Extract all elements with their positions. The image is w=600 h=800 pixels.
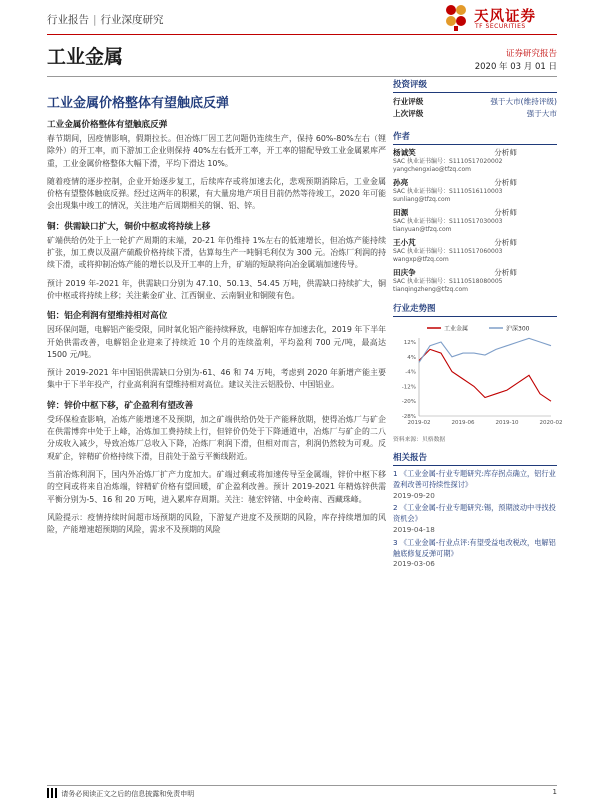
paragraph-1: 春节期间，因疫情影响，假期拉长。但冶炼厂因工艺问题仍连续生产，保持 60%-80%左右（锂除外）的开工率，而下游加工企业则保持 40%左右低开工率，开工率的错配导致工业金属累库严重，工业金属价格整体大幅下滑，平均下滑达 10%。	[47, 134, 386, 168]
page-header	[47, 0, 557, 34]
author-sac: SAC 执业证书编号：S1110516110003	[393, 188, 503, 195]
logo-mark-icon	[442, 3, 470, 31]
author-name: 杨诚笑	[393, 148, 416, 157]
report-meta	[475, 48, 557, 74]
related-report-date: 2019-03-06	[393, 559, 435, 569]
related-report[interactable]	[393, 503, 557, 535]
rating-title: 投资评级	[393, 78, 557, 93]
x-tick-label: 2019-02	[407, 420, 431, 426]
author-email[interactable]: sunliang@tfzq.com	[393, 196, 451, 203]
paragraph-4: 预计 2019 年-2021 年，供需缺口分别为 47.10、50.13、54.45 万吨，供需缺口持续扩大，铜价中枢或将持续上移；关注紫金矿业、江西铜业、云南铜业和铜陵有色。	[47, 278, 386, 300]
related-report-text[interactable]: 1 《工业金属-行业专题研究:库存拐点确立，铝行业盈利改善可持续性探讨》	[393, 469, 556, 489]
prev-rating-label: 上次评级	[393, 109, 424, 118]
legend-label: 工业金属	[444, 325, 469, 333]
logo-cn: 天风证券	[474, 9, 536, 25]
footer-disclaimer[interactable]: 请务必阅读正文之后的信息披露和免责申明	[61, 790, 195, 798]
risk-warning: 风险提示：疫情持续时间超市场预期的风险，下游复产进度不及预期的风险，库存持续增加的风险，产能增速超预期的风险，需求不及预期的风险	[47, 512, 386, 535]
x-tick-label: 2020-02	[539, 420, 563, 426]
related-report[interactable]	[393, 538, 557, 570]
author-entry	[393, 148, 557, 174]
author-entry	[393, 208, 557, 234]
related-report-text[interactable]: 3 《工业金属-行业点评:有望受益电改税改，电解铝触底修复反弹可期》	[393, 537, 556, 558]
paragraph-8: 当前冶炼利润下，国内外冶炼厂扩产力度加大。矿端过剩或将加速传导至金属端，锌价中枢下移的空间或将来自冶炼端，锌精矿价格有望回暖，矿企盈利改善。预计 2019-2021 年精炼锌供需平衡分别为-5、16 和 20 万吨，进入累库存周期。关注：驰宏锌锗、中金岭南、西藏珠峰。	[47, 469, 386, 504]
paragraph-3: 矿端供给仍处于上一轮扩产周期的末端，20-21 年仍维持 1%左右的低速增长，但冶炼产能持续扩张，加工费以及副产硫酸价格持续下滑，估算每生产一吨铜毛利仅为 300 元。冶炼厂利润的持续下滑，或将抑制冶炼产能的增长以及开工率的上升，矿端的短缺将向冶金属端加速传导。	[47, 235, 386, 270]
paragraph-2: 随着疫情的逐步控制，企业开始逐步复工，后续库存或将加速去化，悲观预期消除后，工业金属价格有望整体触底反弹。经过这两年的积累，有大量房地产项目目前仍然等待竣工，2020 年可能会出现集中竣工的情况，关注地产后周期相关的铜、铝、锌。	[47, 176, 386, 211]
author-email[interactable]: wangxp@tfzq.com	[393, 256, 449, 263]
chart-source: 资料来源：贝格数据	[393, 437, 446, 443]
author-role: 分析师	[494, 238, 517, 247]
y-tick-label: 12%	[403, 340, 416, 346]
industry-rating-label: 行业评级	[393, 97, 424, 106]
author-name: 孙亮	[393, 178, 409, 187]
y-tick-label: -28%	[401, 414, 416, 420]
y-tick-label: -20%	[401, 399, 416, 406]
author-entry	[393, 268, 557, 294]
y-tick-label: -4%	[405, 369, 416, 376]
report-type-2: 行业深度研究	[100, 14, 164, 26]
trend-chart-title: 行业走势图	[393, 302, 557, 317]
title-divider	[47, 76, 557, 77]
footer	[47, 788, 194, 799]
report-type	[47, 12, 164, 27]
header-divider	[47, 34, 557, 35]
author-role: 分析师	[494, 268, 517, 277]
author-role: 分析师	[494, 178, 517, 187]
related-report[interactable]	[393, 469, 557, 501]
related-title: 相关报告	[393, 451, 557, 466]
author-sac: SAC 执业证书编号：S1110517030003	[393, 218, 503, 225]
author-name: 田庆争	[393, 268, 416, 277]
zinc-heading: 锌：锌价中枢下移，矿企盈利有望改善	[47, 400, 194, 411]
sector-title: 工业金属	[47, 46, 124, 68]
prev-rating-value: 强于大市	[526, 109, 557, 118]
logo-en: TF SECURITIES	[475, 23, 526, 30]
author-email[interactable]: tianyuan@tfzq.com	[393, 226, 452, 233]
x-tick-label: 2019-10	[495, 420, 519, 426]
paragraph-5: 因环保问题，电解铝产能受限，同时氧化铝产能持续释放，电解铝库存加速去化，2019 年下半年开始供需改善，电解铝企业迎来了持续近 10 个月的连续盈利，平均盈利 700 元/吨，最高达 1500 元/吨。	[47, 325, 386, 359]
report-body	[47, 118, 386, 542]
page-number: 1	[552, 788, 557, 796]
intro-heading: 工业金属价格整体有望触底反弹	[47, 120, 168, 130]
author-entry	[393, 178, 557, 204]
report-type-separator: |	[93, 14, 97, 26]
author-sac: SAC 执业证书编号：S1110518080005	[393, 278, 503, 285]
footer-divider	[47, 785, 557, 786]
report-date: 2020 年 03 月 01 日	[474, 62, 557, 72]
series-line	[419, 349, 551, 401]
paragraph-7: 受环保检查影响，冶炼产能增速不及预期，加之矿端供给仍处于产能释放期，使得冶炼厂与矿企在供需博弈中处于上峰，冶炼加工费持续上行，但锌价仍处于下降通道中，冶炼厂与矿企的二八分成收入减少，导致冶炼厂总收入下降，冶炼厂利润下滑，但相对而言，利润仍然较为可观。反观矿企，锌精矿价格持续下滑，目前处于盈亏平衡线附近。	[47, 414, 386, 461]
y-tick-label: -12%	[401, 384, 416, 391]
legend-label: 沪深300	[506, 325, 530, 333]
report-kind: 证券研究报告	[505, 49, 557, 59]
industry-rating-value: 强于大市(维持评级)	[490, 97, 557, 106]
related-report-date: 2019-04-18	[393, 524, 435, 534]
main-title: 工业金属价格整体有望触底反弹	[47, 96, 230, 111]
authors-title: 作者	[393, 130, 557, 145]
qr-code-icon	[47, 788, 57, 798]
author-name: 田源	[393, 208, 409, 217]
paragraph-6: 预计 2019-2021 年中国铝供需缺口分别为-61、46 和 74 万吨，考虑到 2020 年新增产能主要集中于下半年投产，行业高利润有望维持相对高位。建议关注云铝股份、中国铝业。	[47, 368, 386, 390]
trend-chart-svg	[393, 320, 563, 432]
author-email[interactable]: tianqingzheng@tfzq.com	[393, 286, 468, 293]
copper-heading: 铜：供需缺口扩大，铜价中枢或将持续上移	[47, 221, 211, 232]
industry-trend-chart	[393, 320, 563, 432]
author-role: 分析师	[494, 208, 517, 217]
author-email[interactable]: yangchengxiao@tfzq.com	[393, 166, 471, 173]
report-type-1: 行业报告	[47, 14, 89, 26]
author-sac: SAC 执业证书编号：S1110517020002	[393, 158, 503, 165]
sidebar	[393, 78, 563, 572]
series-line	[419, 338, 551, 362]
aluminum-heading: 铝：铝企利润有望维持相对高位	[47, 311, 168, 322]
industry-rating-row	[393, 96, 557, 108]
author-name: 王小芃	[393, 238, 416, 247]
tf-securities-logo	[442, 3, 557, 33]
x-tick-label: 2019-06	[451, 420, 475, 426]
author-role: 分析师	[494, 148, 517, 157]
y-tick-label: 4%	[407, 354, 416, 361]
prev-rating-row	[393, 108, 557, 120]
author-sac: SAC 执业证书编号：S1110517060003	[393, 248, 503, 255]
related-report-text[interactable]: 2 《工业金属-行业专题研究:锡，预期波动中寻找投资机会》	[393, 503, 556, 524]
related-report-date: 2019-09-20	[393, 490, 435, 500]
author-entry	[393, 238, 557, 264]
